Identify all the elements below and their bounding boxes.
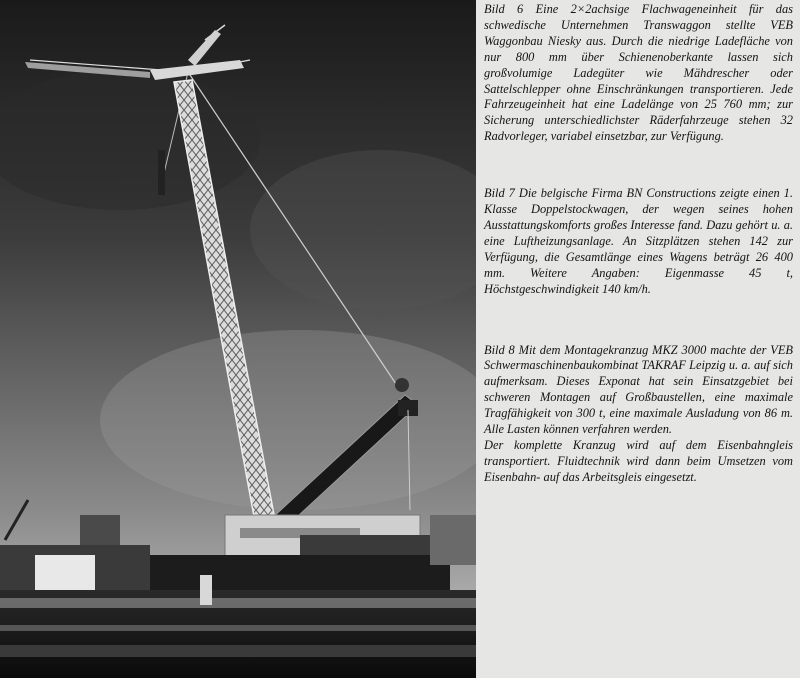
caption-text: Mit dem Montagekranzug MKZ 3000 machte der VEB Schwermaschinenbaukombinat TAKRAF Leipzig u. a. auf sich aufmerksam. Dieses Exponat hat sein Einsatzgebiet bei schweren Montagen auf Großbaustellen, eine maximale Tragfähigkeit von 300 t, eine maximale Ausladung von 86 m. Alle Lasten können verfahren werden.	[484, 342, 793, 437]
caption-label: Bild 8	[484, 342, 515, 357]
caption-text: Die belgische Firma BN Constructions zeigte einen 1. Klasse Doppelstockwagen, der wegen seines hohen Ausstattungskomforts großes Interesse fand. Dazu gehört u. a. eine Luftheizungsanlage. An Sitzplätzen stehen 142 zur Verfügung, die Gesamtlänge eines Wagens beträgt 26 400 mm. Weitere Angaben: Eigenmasse 45 t, Höchstgeschwindigkeit 140 km/h.	[484, 186, 793, 296]
caption-bild-8-continuation: Der komplette Kranzug wird auf dem Eisenbahngleis transportiert. Fluidtechnik wird dann beim Umsetzen vom Eisenbahn- auf das Arbeitsgleis eingesetzt.	[484, 437, 793, 484]
caption-text: Eine 2×2achsige Flachwageneinheit für das schwedische Unternehmen Transwaggon stellte VEB Waggonbau Niesky aus. Durch die niedrige Ladefläche von nur 800 mm über Schienenoberkante lassen sich großvolumige Ladegüter wie Mähdrescher oder Sattelschlepper ohne Einschränkungen transportieren. Jede Fahrzeugeinheit hat eine Ladelänge von 25 760 mm; zur Sicherung unterschiedlichster Räderfahrzeuge stehen 32 Radvorleger, variabel einsetzbar, zur Verfügung.	[484, 2, 793, 144]
caption-bild-7	[484, 186, 793, 297]
caption-column	[484, 2, 793, 486]
caption-bild-8	[484, 343, 793, 438]
caption-bild-6	[484, 2, 793, 145]
caption-label: Bild 6	[484, 2, 524, 16]
signboard	[35, 555, 95, 590]
caption-label: Bild 7	[484, 186, 515, 201]
